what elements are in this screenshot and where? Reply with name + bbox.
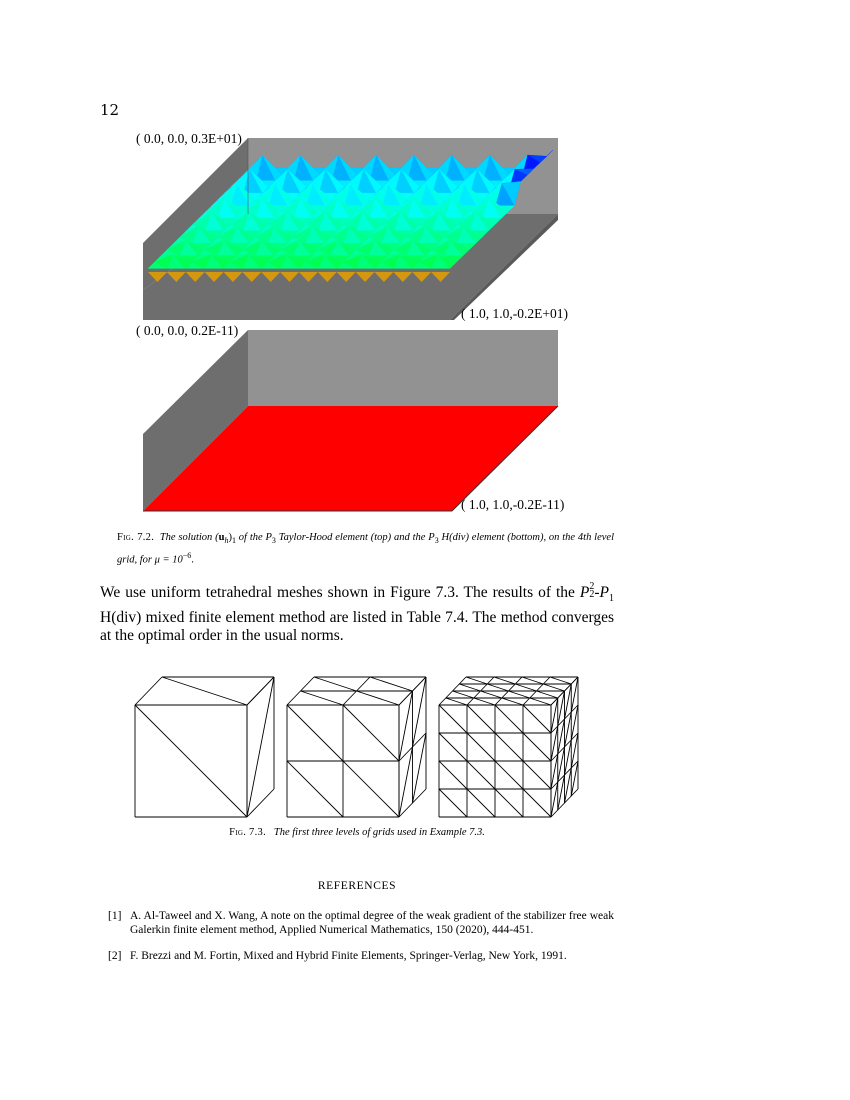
top-plot-corner-label-upper: ( 0.0, 0.0, 0.3E+01) [136, 131, 242, 146]
top-plot-corner-label-lower: ( 1.0, 1.0,-0.2E+01) [461, 306, 568, 321]
reference-item [100, 909, 614, 937]
reference-number: [1] [108, 910, 122, 922]
bottom-plot-corner-label-upper: ( 0.0, 0.0, 0.2E-11) [136, 323, 239, 338]
page-number: 12 [100, 101, 120, 119]
caption-label: Fig. 7.3. [229, 827, 266, 838]
references-heading: REFERENCES [317, 880, 397, 892]
reference-item [100, 949, 614, 963]
bottom-plot-corner-label-lower: ( 1.0, 1.0,-0.2E-11) [461, 497, 565, 512]
body-paragraph: We use uniform tetrahedral meshes shown in Figure 7.3. The results of the P 2 2 $-P_1$ H(div) mixed finite element method are listed in Table 7.4. The method converges at the optimal order in the usual norms. [100, 581, 614, 645]
grid-level-3 [439, 677, 578, 817]
figure-7-2-caption: Fig. 7.2. The solution $(u_h)_1$ of the $P_3$ Taylor-Hood element (top) and the $P_3$ H(div) element (bottom), on the 4th level grid, for $\mu = 10^{-6}$. [117, 532, 615, 566]
grid-level-2 [287, 677, 426, 817]
reference-text: A. Al-Taweel and X. Wang, A note on the optimal degree of the weak gradient of the stabilizer free weak Galerkin finite element method, Applied Numerical Mathematics, 150 (2020), 444-451. [130, 910, 614, 936]
figure-7-3-caption: Fig. 7.3. The first three levels of grids used in Example 7.3. [229, 827, 485, 838]
reference-number: [2] [108, 950, 122, 962]
grid-level-1 [135, 677, 274, 817]
caption-label: Fig. 7.2. [117, 532, 155, 543]
reference-text: F. Brezzi and M. Fortin, Mixed and Hybrid Finite Elements, Springer-Verlag, New York, 1991. [130, 950, 567, 962]
